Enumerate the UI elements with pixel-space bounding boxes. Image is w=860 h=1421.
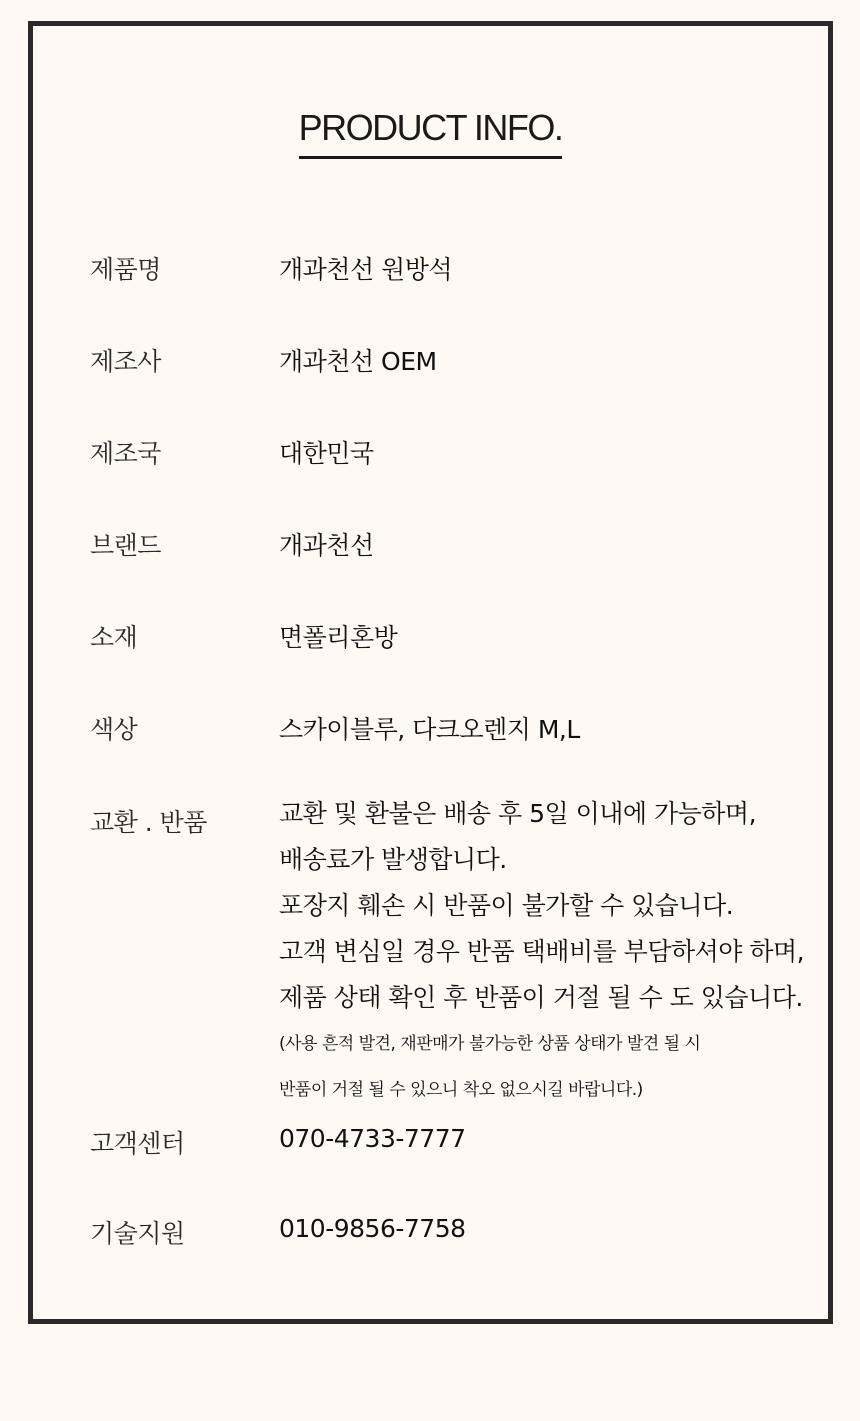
info-label: 브랜드 bbox=[90, 531, 161, 560]
info-label: 제조국 bbox=[90, 439, 161, 468]
phone-number: 010-9856-7758 bbox=[279, 1214, 466, 1243]
info-label: 기술지원 bbox=[90, 1219, 185, 1248]
phone-number: 070-4733-7777 bbox=[279, 1124, 466, 1153]
policy-line: 포장지 훼손 시 반품이 불가할 수 있습니다. bbox=[279, 891, 734, 920]
policy-note: (사용 흔적 발견, 재판매가 불가능한 상품 상태가 발견 될 시 bbox=[279, 1034, 701, 1054]
info-value: 면폴리혼방 bbox=[279, 623, 398, 652]
info-label: 제조사 bbox=[90, 347, 161, 376]
info-value: 개과천선 bbox=[279, 531, 374, 560]
info-value: 스카이블루, 다크오렌지 M,L bbox=[279, 715, 580, 744]
policy-line: 배송료가 발생합니다. bbox=[279, 845, 507, 874]
info-value: 대한민국 bbox=[279, 439, 374, 468]
info-label: 색상 bbox=[90, 715, 138, 744]
policy-line: 교환 및 환불은 배송 후 5일 이내에 가능하며, bbox=[279, 799, 757, 828]
policy-line: 고객 변심일 경우 반품 택배비를 부담하셔야 하며, bbox=[279, 937, 805, 966]
policy-note: 반품이 거절 될 수 있으니 착오 없으시길 바랍니다.) bbox=[279, 1080, 643, 1100]
info-label: 제품명 bbox=[90, 255, 161, 284]
page-title: PRODUCT INFO. bbox=[299, 106, 563, 159]
policy-line: 제품 상태 확인 후 반품이 거절 될 수 도 있습니다. bbox=[279, 983, 803, 1012]
policy-text bbox=[279, 791, 804, 1113]
info-label: 고객센터 bbox=[90, 1129, 185, 1158]
info-label: 소재 bbox=[90, 623, 138, 652]
info-value: 개과천선 원방석 bbox=[279, 255, 452, 284]
title-wrap bbox=[33, 106, 828, 159]
info-value: 개과천선 OEM bbox=[279, 347, 437, 376]
info-label: 교환 . 반품 bbox=[90, 808, 207, 837]
product-info-card bbox=[28, 21, 833, 1324]
